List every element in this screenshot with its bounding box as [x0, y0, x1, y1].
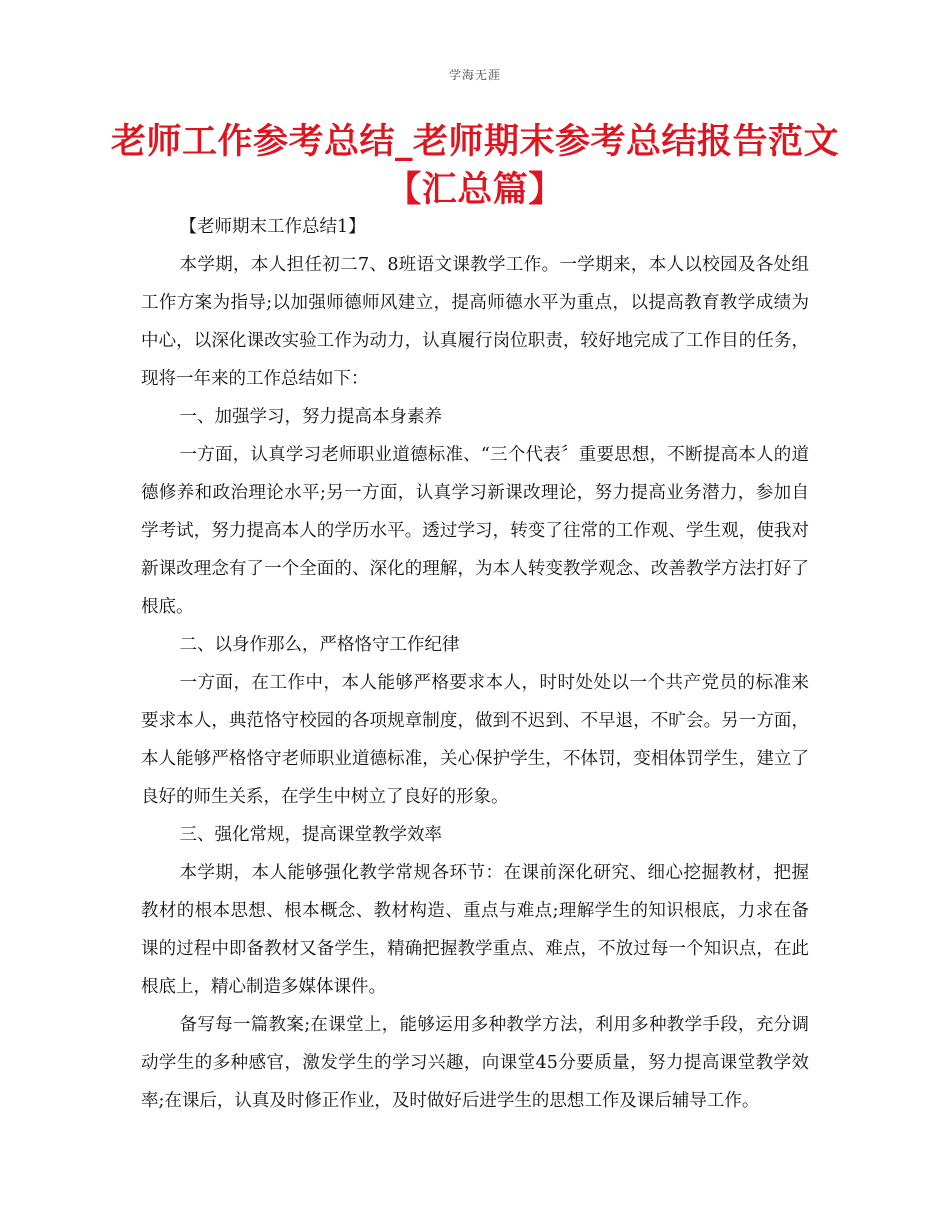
document-title	[100, 118, 850, 214]
body-paragraph: 本学期，本人能够强化教学常规各环节：在课前深化研究、细心挖掘教材，把握教材的根本思想、根本概念、教材构造、重点与难点;理解学生的知识根底，力求在备课的过程中即备教材又备学生，精确把握教学重点、难点，不放过每一个知识点，在此根底上，精心制造多媒体课件。	[141, 863, 809, 997]
section-heading: 三、强化常规，提高课堂教学效率	[179, 825, 442, 845]
body-paragraph: 一方面，认真学习老师职业道德标准、“三个代表〞重要思想，不断提高本人的道德修养和政治理论水平;另一方面，认真学习新课改理论，努力提高业务潜力，参加自学考试，努力提高本人的学历水平。透过学习，转变了往常的工作观、学生观，使我对新课改理念有了一个全面的、深化的理解，为本人转变教学观念、改善教学方法打好了根底。	[141, 445, 809, 617]
body-paragraph: 备写每一篇教案;在课堂上，能够运用多种教学方法，利用多种教学手段，充分调动学生的多种感官，激发学生的学习兴趣，向课堂45分要质量，努力提高课堂教学效率;在课后，认真及时修正作业，及时做好后进学生的思想工作及课后辅导工作。	[141, 1015, 809, 1111]
section-label: 【老师期末工作总结1】	[179, 217, 366, 237]
title-line-2: 【汇总篇】	[386, 170, 564, 210]
title-line-1: 老师工作参考总结_老师期末参考总结报告范文	[110, 122, 839, 162]
page-header: 学海无涯	[448, 68, 501, 82]
document-body	[141, 208, 809, 1120]
body-paragraph: 本学期，本人担任初二7、8班语文课教学工作。一学期来，本人以校园及各处组工作方案为指导;以加强师德师风建立，提高师德水平为重点，以提高教育教学成绩为中心，以深化课改实验工作为动力，认真履行岗位职责，较好地完成了工作目的任务，现将一年来的工作总结如下：	[141, 255, 809, 389]
body-paragraph: 一方面，在工作中，本人能够严格要求本人，时时处处以一个共产党员的标准来要求本人，典范恪守校园的各项规章制度，做到不迟到、不早退，不旷会。另一方面，本人能够严格恪守老师职业道德标准，关心保护学生，不体罚，变相体罚学生，建立了良好的师生关系，在学生中树立了良好的形象。	[141, 673, 809, 807]
section-heading: 二、以身作那么，严格恪守工作纪律	[179, 635, 460, 655]
section-heading: 一、加强学习，努力提高本身素养	[179, 407, 442, 427]
